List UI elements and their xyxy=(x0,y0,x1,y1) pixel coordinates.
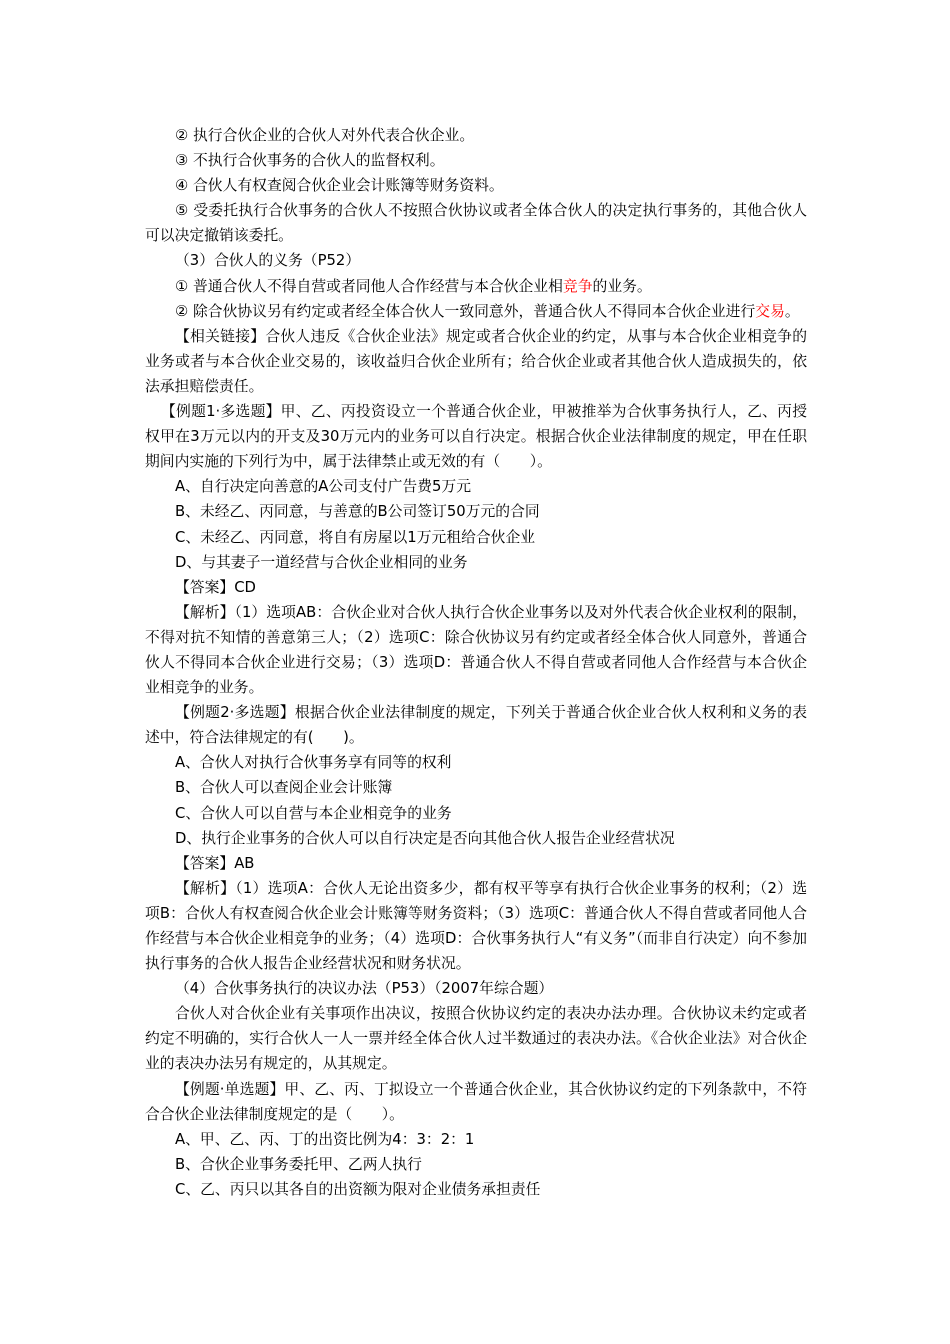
highlight-transaction: 交易 xyxy=(755,302,785,320)
section-heading-obligations: （3）合伙人的义务（P52） xyxy=(175,252,361,270)
example-1-option-a: A、自行决定向善意的A公司支付广告费5万元 xyxy=(175,478,472,496)
obligation-item-1 xyxy=(145,274,807,299)
example-2-option-b: B、合伙人可以查阅企业会计账簿 xyxy=(175,779,393,797)
example-2-question: 【例题2·多选题】根据合伙企业法律制度的规定，下列关于普通合伙企业合伙人权利和义务的表述中，符合法律规定的有( )。 xyxy=(145,704,807,747)
example-1-analysis: 【解析】（1）选项AB：合伙企业对合伙人执行合伙企业事务以及对外代表合伙企业权利的限制，不得对抗不知情的善意第三人；（2）选项C：除合伙协议另有约定或者经全体合伙人同意外，普通合伙人不得同本合伙企业进行交易；（3）选项D：普通合伙人不得自营或者同他人合作经营与本合伙企业相竞争的业务。 xyxy=(145,603,807,697)
highlight-competition: 竞争 xyxy=(562,277,593,295)
example-2-analysis: 【解析】（1）选项A：合伙人无论出资多少，都有权平等享有执行合伙企业事务的权利；（2）选项B：合伙人有权查阅合伙企业会计账簿等财务资料；（3）选项C：普通合伙人不得自营或者同他人合作经营与本合伙企业相竞争的业务；（4）选项D：合伙事务执行人“有义务”（而非自行决定）向不参加执行事务的合伙人报告企业经营状况和财务状况。 xyxy=(145,879,807,973)
right-item-5: ⑤ 受委托执行合伙事务的合伙人不按照合伙协议或者全体合伙人的决定执行事务的，其他合伙人可以决定撤销该委托。 xyxy=(145,202,807,245)
example-1-answer: 【答案】CD xyxy=(175,578,256,596)
example-2-answer: 【答案】AB xyxy=(175,854,255,872)
example-3-option-b: B、合伙企业事务委托甲、乙两人执行 xyxy=(175,1155,422,1173)
example-1-option-c: C、未经乙、丙同意，将自有房屋以1万元租给合伙企业 xyxy=(175,528,536,546)
obligation-item-1-tail: 的业务。 xyxy=(592,277,652,295)
right-item-2: ② 执行合伙企业的合伙人对外代表合伙企业。 xyxy=(175,127,475,144)
example-1-option-d: D、与其妻子一道经营与合伙企业相同的业务 xyxy=(175,553,468,571)
example-1-question: 【例题1·多选题】甲、乙、丙投资设立一个普通合伙企业，甲被推举为合伙事务执行人，乙、丙授权甲在3万元以内的开支及30万元内的业务可以自行决定。根据合伙企业法律制度的规定，甲在任职期间内实施的下列行为中，属于法律禁止或无效的有（ ）。 xyxy=(145,403,807,471)
resolution-paragraph: 合伙人对合伙企业有关事项作出决议，按照合伙协议约定的表决办法办理。合伙协议未约定或者约定不明确的，实行合伙人一人一票并经全体合伙人过半数通过的表决办法。《合伙企业法》对合伙企业的表决办法另有规定的，从其规定。 xyxy=(145,1005,807,1073)
example-3-option-c: C、乙、丙只以其各自的出资额为限对企业债务承担责任 xyxy=(175,1180,541,1198)
example-2-option-a: A、合伙人对执行合伙事务享有同等的权利 xyxy=(175,754,452,772)
related-link-paragraph: 【相关链接】合伙人违反《合伙企业法》规定或者合伙企业的约定，从事与本合伙企业相竞争的业务或者与本合伙企业交易的，该收益归合伙企业所有；给合伙企业或者其他合伙人造成损失的，依法承担赔偿责任。 xyxy=(145,327,807,395)
example-1-option-b: B、未经乙、丙同意，与善意的B公司签订50万元的合同 xyxy=(175,503,540,521)
example-3-question: 【例题·单选题】甲、乙、丙、丁拟设立一个普通合伙企业，其合伙协议约定的下列条款中，不符合合伙企业法律制度规定的是（ ）。 xyxy=(145,1080,807,1123)
document-body xyxy=(145,123,807,1202)
obligation-item-2-tail: 。 xyxy=(784,302,800,320)
obligation-item-1-text: ① 普通合伙人不得自营或者同他人合作经营与本合伙企业相 xyxy=(175,277,563,295)
right-item-4: ④ 合伙人有权查阅合伙企业会计账簿等财务资料。 xyxy=(175,177,504,195)
example-2-option-d: D、执行企业事务的合伙人可以自行决定是否向其他合伙人报告企业经营状况 xyxy=(175,829,675,847)
right-item-3: ③ 不执行合伙事务的合伙人的监督权利。 xyxy=(175,152,445,170)
section-heading-resolution: （4）合伙事务执行的决议办法（P53）（2007年综合题） xyxy=(175,980,554,998)
example-3-option-a: A、甲、乙、丙、丁的出资比例为4：3：2：1 xyxy=(175,1130,475,1148)
obligation-item-2 xyxy=(145,299,807,324)
example-2-option-c: C、合伙人可以自营与本企业相竞争的业务 xyxy=(175,804,452,822)
obligation-item-2-text: ② 除合伙协议另有约定或者经全体合伙人一致同意外，普通合伙人不得同本合伙企业进行 xyxy=(175,302,756,320)
